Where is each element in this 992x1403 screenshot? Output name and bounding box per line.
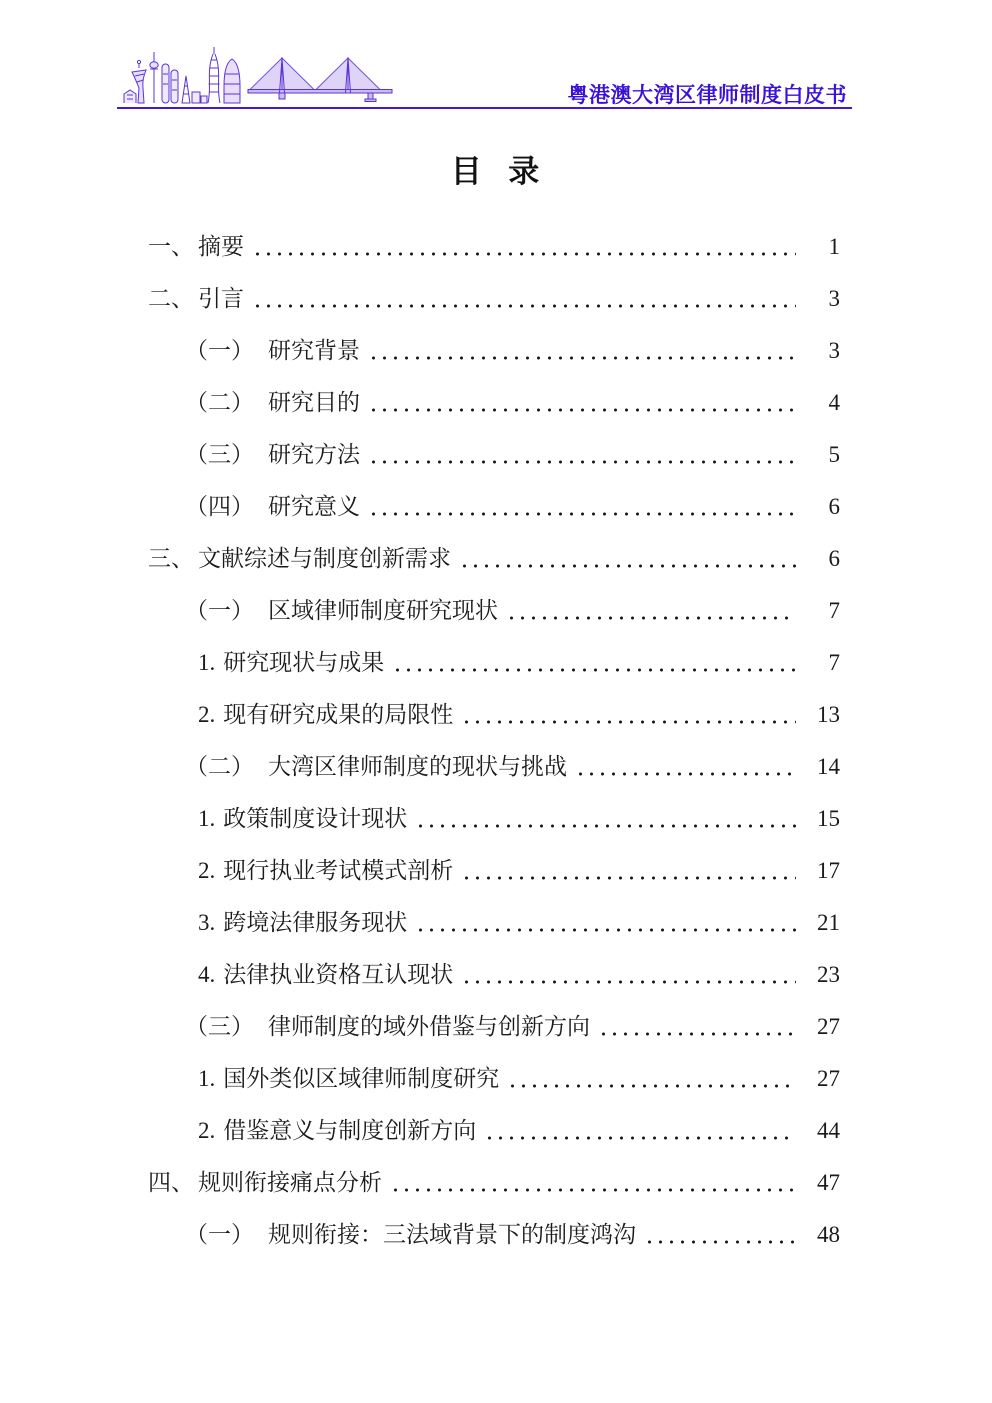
toc-dot-leader bbox=[596, 1001, 796, 1053]
toc-entry-page: 5 bbox=[828, 442, 840, 467]
toc-entry-number: （三） bbox=[185, 1014, 254, 1039]
toc-entry-number: 1. bbox=[198, 1066, 216, 1091]
toc-entry[interactable] bbox=[0, 1001, 992, 1053]
toc-entry-label: 区域律师制度研究现状 bbox=[268, 598, 498, 623]
toc-entry-label: 研究方法 bbox=[268, 442, 360, 467]
toc-entry[interactable] bbox=[0, 1053, 992, 1105]
toc-entry[interactable] bbox=[0, 845, 992, 897]
toc-entry-label: 跨境法律服务现状 bbox=[223, 910, 408, 935]
toc-entry-page: 7 bbox=[828, 650, 840, 675]
toc-dot-leader bbox=[459, 689, 796, 741]
toc-entry[interactable] bbox=[0, 325, 992, 377]
toc-entry[interactable] bbox=[0, 637, 992, 689]
toc-entry-label: 规则衔接痛点分析 bbox=[198, 1170, 382, 1195]
toc-entry-page: 15 bbox=[817, 806, 840, 831]
toc-entry-label: 现行执业考试模式剖析 bbox=[223, 858, 454, 883]
toc-entry-number: 3. bbox=[198, 910, 216, 935]
toc-entry-label: 引言 bbox=[198, 286, 244, 311]
toc-entry-number: （三） bbox=[185, 442, 254, 467]
skyline-illustration bbox=[122, 46, 394, 108]
toc-entry-page: 7 bbox=[828, 598, 840, 623]
toc-entry-number: （四） bbox=[185, 494, 254, 519]
toc-dot-leader bbox=[459, 845, 796, 897]
toc-entry[interactable] bbox=[0, 377, 992, 429]
header-title: 粤港澳大湾区律师制度白皮书 bbox=[567, 84, 847, 107]
toc-entry[interactable] bbox=[0, 585, 992, 637]
toc-entry-label: 文献综述与制度创新需求 bbox=[198, 546, 451, 571]
toc-entry[interactable] bbox=[0, 897, 992, 949]
toc-entry-page: 3 bbox=[828, 338, 840, 363]
toc-dot-leader bbox=[250, 273, 796, 325]
toc-entry-label: 律师制度的域外借鉴与创新方向 bbox=[268, 1014, 590, 1039]
toc-dot-leader bbox=[505, 1053, 796, 1105]
toc-entry-number: （二） bbox=[185, 754, 254, 779]
toc-entry-number: （一） bbox=[185, 1222, 254, 1247]
toc-entry-label: 研究背景 bbox=[268, 338, 360, 363]
toc-entry[interactable] bbox=[0, 689, 992, 741]
toc-entry-number: （二） bbox=[185, 390, 254, 415]
toc-entry-page: 47 bbox=[817, 1170, 840, 1195]
toc-dot-leader bbox=[366, 481, 796, 533]
toc-dot-leader bbox=[573, 741, 796, 793]
toc-entry-page: 6 bbox=[828, 546, 840, 571]
toc-entry-number: 2. bbox=[198, 858, 216, 883]
toc-entry-page: 23 bbox=[817, 962, 840, 987]
city-skyline-icon bbox=[122, 46, 394, 108]
toc-entry-number: （一） bbox=[185, 598, 254, 623]
toc-entry-page: 4 bbox=[828, 390, 840, 415]
toc-entry-page: 17 bbox=[817, 858, 840, 883]
toc-entry-label: 现有研究成果的局限性 bbox=[223, 702, 454, 727]
toc-entry-number: 一、 bbox=[148, 234, 194, 259]
toc-dot-leader bbox=[459, 949, 796, 1001]
toc-entry-label: 政策制度设计现状 bbox=[223, 806, 408, 831]
toc-entry-label: 研究意义 bbox=[268, 494, 360, 519]
toc-entry[interactable] bbox=[0, 429, 992, 481]
toc-entry[interactable] bbox=[0, 221, 992, 273]
toc-dot-leader bbox=[366, 429, 796, 481]
toc-dot-leader bbox=[482, 1105, 796, 1157]
toc-entry-page: 48 bbox=[817, 1222, 840, 1247]
toc-entry-label: 摘要 bbox=[198, 234, 244, 259]
header-divider bbox=[117, 107, 852, 109]
toc-entry-label: 研究目的 bbox=[268, 390, 360, 415]
toc-dot-leader bbox=[504, 585, 796, 637]
toc-entry-number: 2. bbox=[198, 1118, 216, 1143]
toc-entry[interactable] bbox=[0, 273, 992, 325]
toc-entry[interactable] bbox=[0, 1209, 992, 1261]
toc-dot-leader bbox=[457, 533, 796, 585]
toc-entry-page: 27 bbox=[817, 1014, 840, 1039]
toc-entry-label: 研究现状与成果 bbox=[223, 650, 385, 675]
toc-entry-number: 4. bbox=[198, 962, 216, 987]
toc-dot-leader bbox=[413, 897, 796, 949]
toc-entry-label: 法律执业资格互认现状 bbox=[223, 962, 454, 987]
toc-entry-page: 44 bbox=[817, 1118, 840, 1143]
toc-entry[interactable] bbox=[0, 1105, 992, 1157]
toc-entry[interactable] bbox=[0, 481, 992, 533]
toc-entry-page: 6 bbox=[828, 494, 840, 519]
toc-entry[interactable] bbox=[0, 1157, 992, 1209]
toc-entry-number: 三、 bbox=[148, 546, 194, 571]
toc-dot-leader bbox=[250, 221, 796, 273]
toc-dot-leader bbox=[366, 325, 796, 377]
toc-entry-page: 14 bbox=[817, 754, 840, 779]
toc-entry[interactable] bbox=[0, 741, 992, 793]
toc-dot-leader bbox=[642, 1209, 796, 1261]
toc-entry-page: 1 bbox=[828, 234, 840, 259]
toc-entry-page: 27 bbox=[817, 1066, 840, 1091]
toc-entry-label: 借鉴意义与制度创新方向 bbox=[223, 1118, 477, 1143]
toc-entry-page: 13 bbox=[817, 702, 840, 727]
toc-entry-label: 国外类似区域律师制度研究 bbox=[223, 1066, 500, 1091]
toc-entry-label: 大湾区律师制度的现状与挑战 bbox=[268, 754, 567, 779]
toc-entry-number: 2. bbox=[198, 702, 216, 727]
toc-dot-leader bbox=[366, 377, 796, 429]
toc-dot-leader bbox=[388, 1157, 796, 1209]
toc-entry[interactable] bbox=[0, 949, 992, 1001]
toc-entry[interactable] bbox=[0, 793, 992, 845]
toc-entry[interactable] bbox=[0, 533, 992, 585]
toc-entry-label: 规则衔接：三法域背景下的制度鸿沟 bbox=[268, 1222, 636, 1247]
toc-list bbox=[0, 221, 992, 1261]
toc-entry-number: （一） bbox=[185, 338, 254, 363]
toc-dot-leader bbox=[390, 637, 796, 689]
toc-title: 目 录 bbox=[450, 154, 542, 189]
toc-dot-leader bbox=[413, 793, 796, 845]
toc-entry-number: 1. bbox=[198, 806, 216, 831]
toc-entry-number: 四、 bbox=[148, 1170, 194, 1195]
toc-entry-number: 二、 bbox=[148, 286, 194, 311]
toc-entry-page: 3 bbox=[828, 286, 840, 311]
toc-entry-page: 21 bbox=[817, 910, 840, 935]
toc-entry-number: 1. bbox=[198, 650, 216, 675]
